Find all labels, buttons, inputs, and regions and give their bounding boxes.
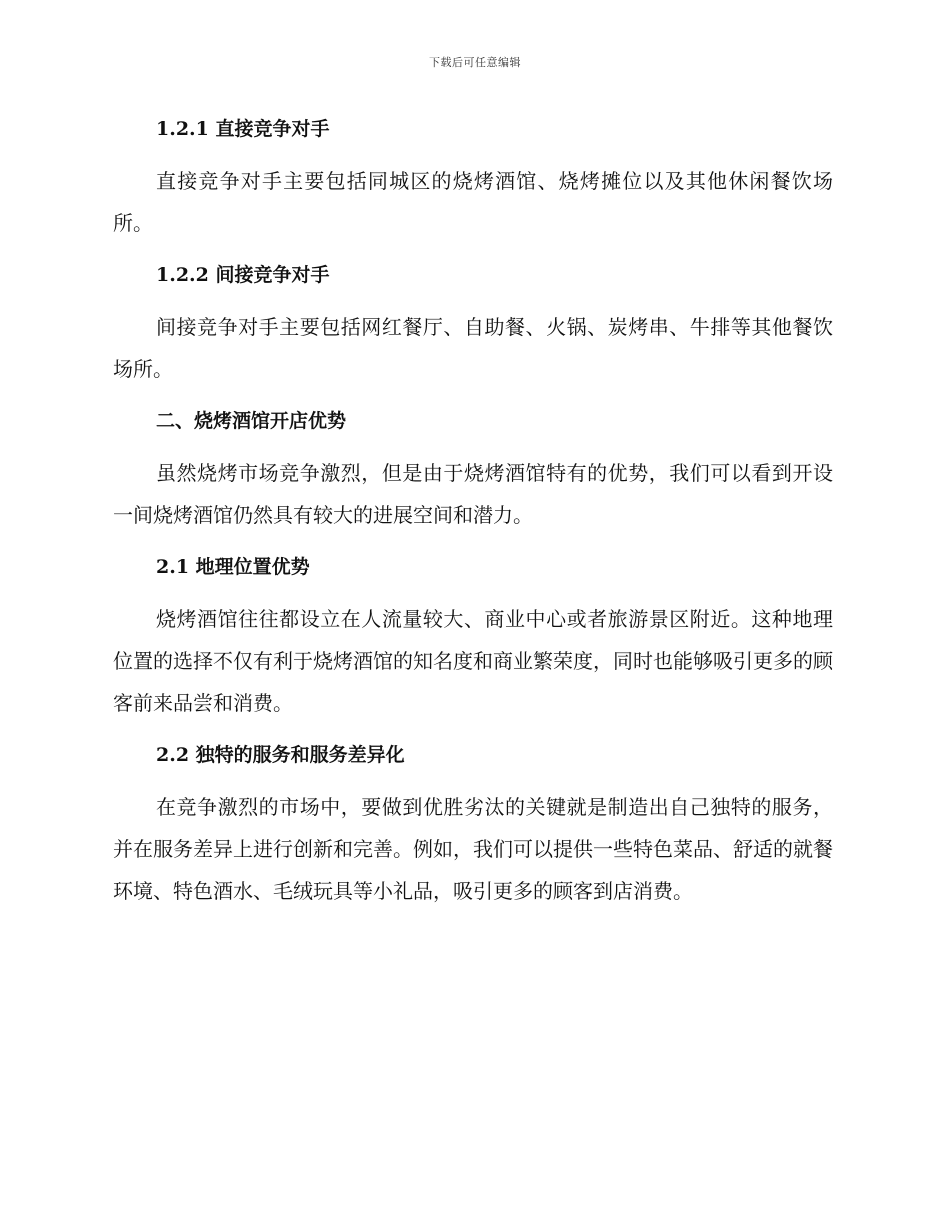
document-body bbox=[113, 108, 833, 922]
section-heading-location: 2.1 地理位置优势 bbox=[156, 556, 310, 578]
section-heading-service: 2.2 独特的服务和服务差异化 bbox=[156, 744, 405, 766]
paragraph-service: 在竞争激烈的市场中，要做到优胜劣汰的关键就是制造出自己独特的服务，并在服务差异上进行创新和完善。例如，我们可以提供一些特色菜品、舒适的就餐环境、特色酒水、毛绒玩具等小礼品，吸引更多的顾客到店消费。 bbox=[113, 795, 833, 903]
section-heading-advantages: 二、烧烤酒馆开店优势 bbox=[156, 410, 347, 432]
page-header: 下载后可任意编辑 bbox=[429, 56, 521, 69]
paragraph-indirect-competitors: 间接竞争对手主要包括网红餐厅、自助餐、火锅、炭烤串、牛排等其他餐饮场所。 bbox=[113, 315, 833, 381]
section-heading-indirect-competitors: 1.2.2 间接竞争对手 bbox=[156, 264, 330, 286]
paragraph-location: 烧烤酒馆往往都设立在人流量较大、商业中心或者旅游景区附近。这种地理位置的选择不仅有利于烧烤酒馆的知名度和商业繁荣度，同时也能够吸引更多的顾客前来品尝和消费。 bbox=[113, 607, 833, 715]
paragraph-direct-competitors: 直接竞争对手主要包括同城区的烧烤酒馆、烧烤摊位以及其他休闲餐饮场所。 bbox=[113, 169, 833, 235]
section-heading-direct-competitors: 1.2.1 直接竞争对手 bbox=[156, 118, 330, 140]
paragraph-advantages: 虽然烧烤市场竞争激烈，但是由于烧烤酒馆特有的优势，我们可以看到开设一间烧烤酒馆仍然具有较大的进展空间和潜力。 bbox=[113, 461, 833, 527]
